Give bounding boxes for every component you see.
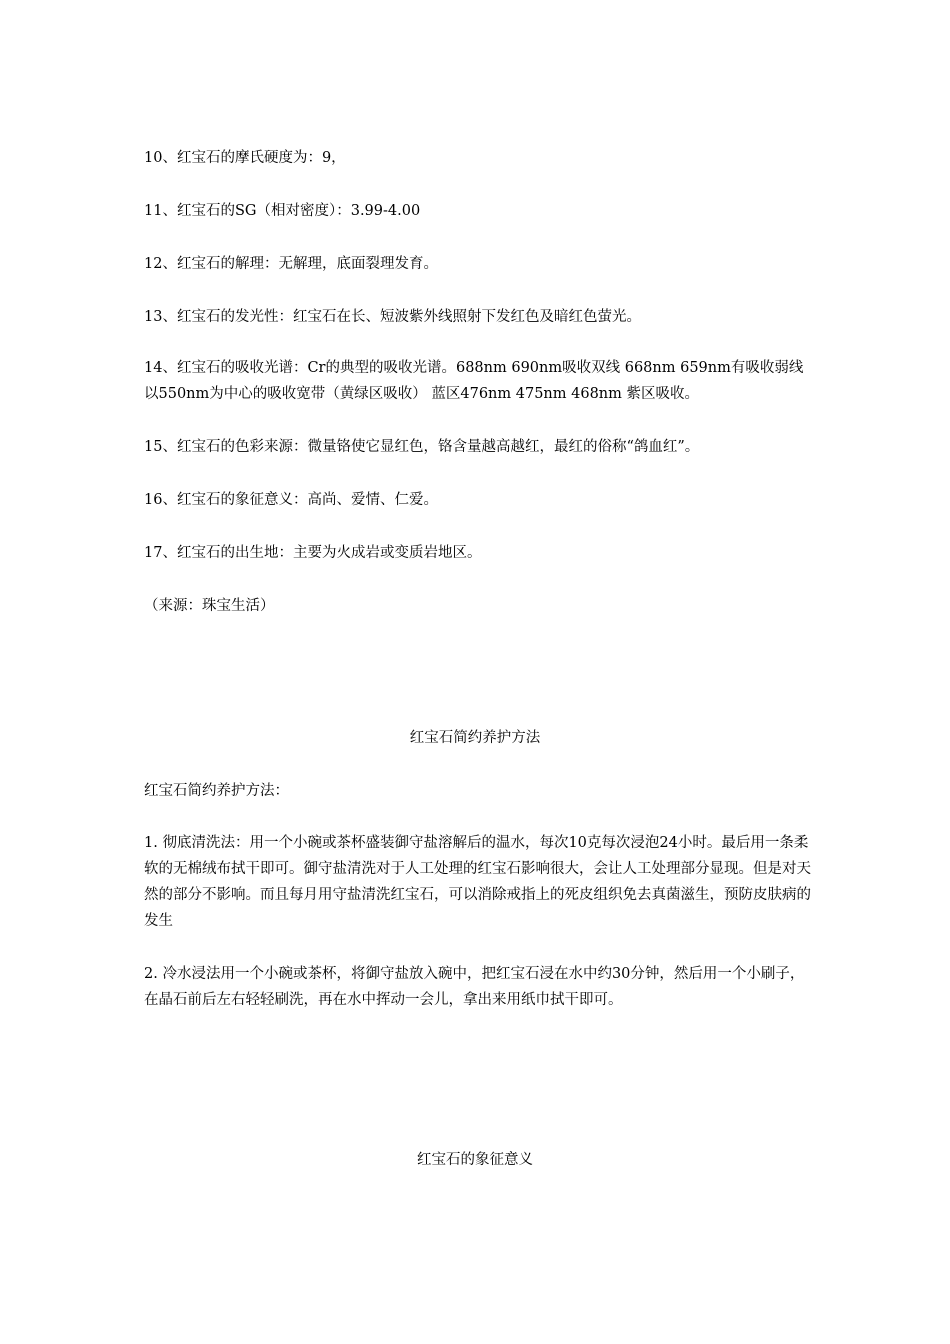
- item-cleavage: 12、红宝石的解理：无解理，底面裂理发育。: [144, 256, 438, 272]
- care-method-2: 2. 冷水浸法用一个小碗或茶杯，将御守盐放入碗中，把红宝石浸在水中约30分钟，然后用一个小刷子，在晶石前后左右轻轻刷洗，再在水中挥动一会儿，拿出来用纸巾拭干即可。: [144, 966, 805, 1008]
- item-specific-gravity: 11、红宝石的SG（相对密度）：3.99-4.00: [144, 203, 421, 219]
- care-method-1: 1. 彻底清洗法：用一个小碗或茶杯盛装御守盐溶解后的温水，每次10克每次浸泡24小时。最后用一条柔软的无棉绒布拭干即可。御守盐清洗对于人工处理的红宝石影响很大，会让人工处理部分显现。但是对天然的部分不影响。而且每月用守盐清洗红宝石，可以消除戒指上的死皮组织免去真菌滋生，预防皮肤病的发生: [144, 835, 811, 929]
- symbol-section-title: 红宝石的象征意义: [417, 1152, 533, 1168]
- care-section-title: 红宝石简约养护方法: [409, 730, 541, 746]
- source-note: （来源：珠宝生活）: [144, 598, 275, 614]
- item-color-source: 15、红宝石的色彩来源：微量铬使它显红色，铬含量越高越红，最红的俗称“鸽血红”。: [144, 439, 700, 455]
- item-hardness: 10、红宝石的摩氏硬度为：9，: [144, 150, 346, 166]
- care-intro: 红宝石简约养护方法：: [144, 783, 289, 799]
- item-symbolism: 16、红宝石的象征意义：高尚、爱情、仁爱。: [144, 492, 438, 508]
- item-origin: 17、红宝石的出生地：主要为火成岩或变质岩地区。: [144, 545, 482, 561]
- item-luminescence: 13、红宝石的发光性：红宝石在长、短波紫外线照射下发红色及暗红色萤光。: [144, 309, 641, 325]
- item-absorption-spectrum: 14、红宝石的吸收光谱：Cr的典型的吸收光谱。688nm 690nm吸收双线 668nm 659nm有吸收弱线 以550nm为中心的吸收宽带（黄绿区吸收） 蓝区476nm 475nm 468nm 紫区吸收。: [144, 360, 804, 402]
